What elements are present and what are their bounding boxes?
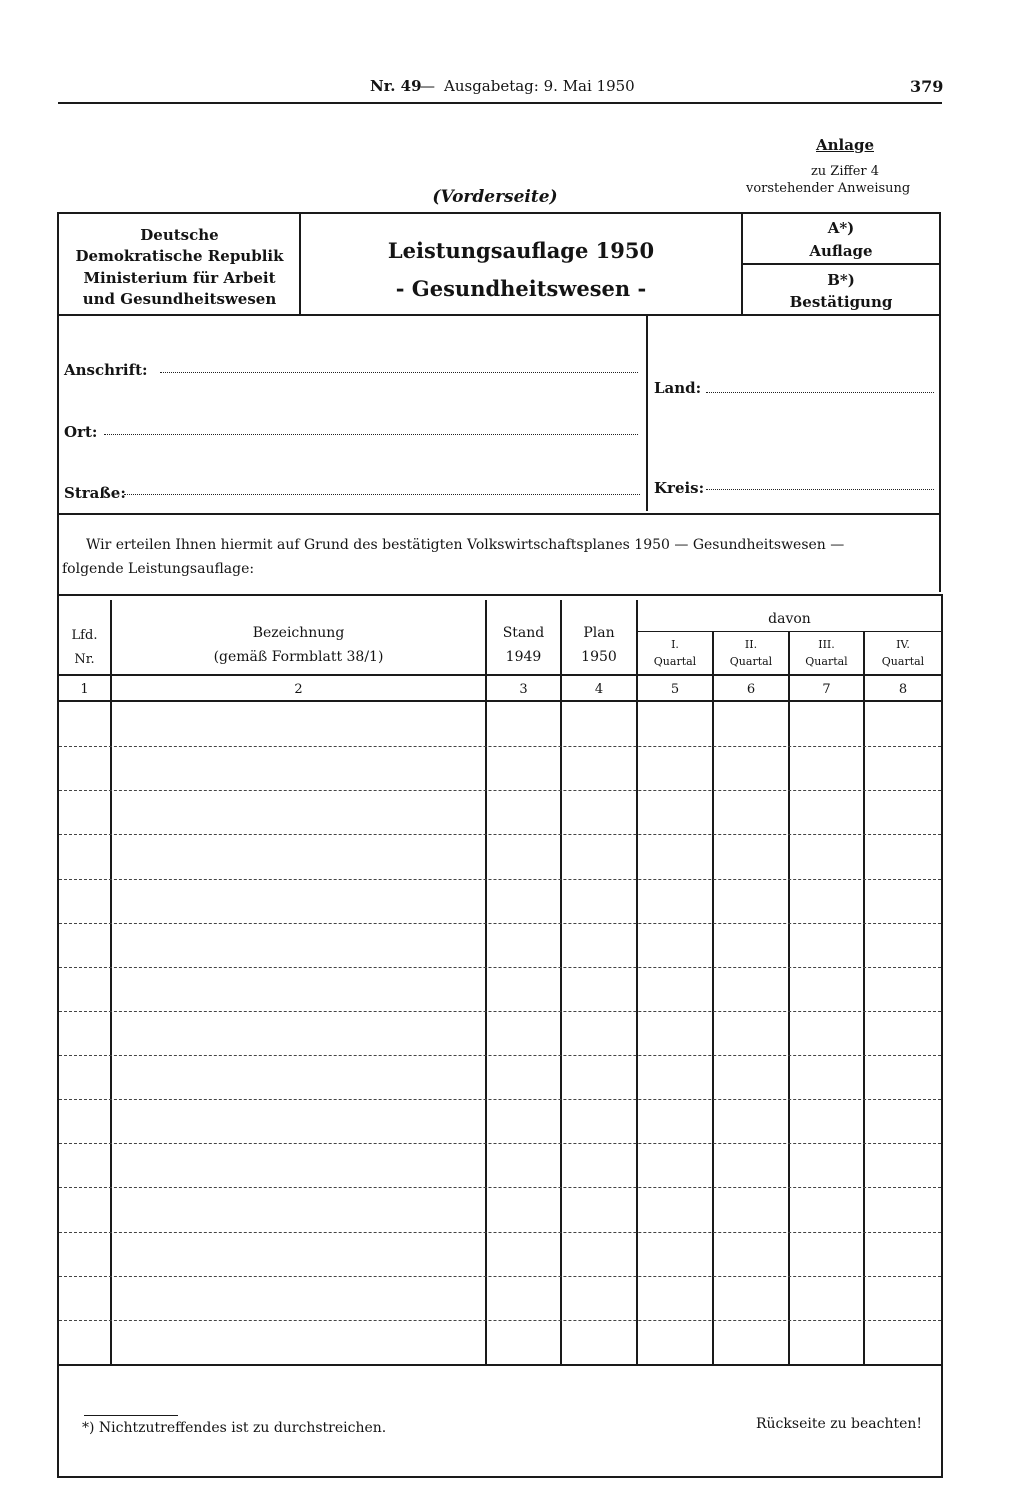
strasse-label: Straße: — [64, 484, 126, 502]
table-row[interactable] — [59, 923, 941, 924]
col-number: 3 — [519, 682, 528, 697]
intro-line-2: folgende Leistungsauflage: — [62, 561, 255, 577]
anschrift-label: Anschrift: — [64, 361, 148, 379]
type-b-label: Bestätigung — [789, 293, 893, 311]
ort-label: Ort: — [64, 423, 98, 441]
page-bottom — [57, 1476, 943, 1478]
col-line-3 — [560, 600, 562, 1366]
q3-label: Quartal — [805, 655, 848, 668]
col-number: 6 — [746, 682, 756, 697]
col-line-1 — [110, 600, 112, 1366]
footer-note: Rückseite zu beachten! — [756, 1416, 923, 1432]
table-row[interactable] — [59, 834, 941, 835]
side-label: (Vorderseite) — [432, 187, 558, 207]
col-number: 7 — [822, 682, 831, 697]
number-row-bottom — [59, 700, 941, 702]
table-row[interactable] — [59, 1143, 941, 1144]
annex-line-1: zu Ziffer 4 — [810, 164, 880, 179]
header-dash: — — [420, 77, 435, 95]
table-row[interactable] — [59, 1187, 941, 1188]
table-right — [941, 594, 943, 1478]
type-b-marker: B*) — [827, 271, 855, 289]
header-row-bottom — [59, 674, 941, 676]
footnote-rule — [84, 1415, 178, 1416]
table-row[interactable] — [59, 1232, 941, 1233]
authority-line-1: Deutsche — [140, 226, 219, 244]
table-row[interactable] — [59, 1055, 941, 1056]
type-divider — [743, 263, 939, 265]
col-bezeichnung-sub: (gemäß Formblatt 38/1) — [213, 649, 384, 665]
table-row[interactable] — [59, 1320, 941, 1321]
col-plan-label: Plan — [583, 625, 615, 641]
land-label: Land: — [654, 379, 702, 397]
q2-number: II. — [744, 638, 758, 651]
q4-label: Quartal — [881, 655, 925, 668]
col-line-5 — [712, 632, 714, 1366]
box-top — [57, 212, 941, 214]
table-row[interactable] — [59, 967, 941, 968]
col-stand-label: Stand — [502, 625, 545, 641]
col-line-4 — [636, 600, 638, 1366]
type-a-marker: A*) — [827, 219, 855, 237]
col-line-2 — [485, 600, 487, 1366]
annex-line-2: vorstehender Anweisung — [746, 181, 911, 196]
intro-line-1: Wir erteilen Ihnen hiermit auf Grund des bestätigten Volkswirtschaftsplanes 1950 — Gesundheitswesen — — [86, 537, 845, 553]
strasse-field[interactable] — [124, 494, 640, 495]
address-bottom — [57, 513, 941, 515]
issue-date: Ausgabetag: 9. Mai 1950 — [444, 77, 635, 95]
kreis-field[interactable] — [706, 489, 934, 490]
col-number: 4 — [594, 682, 604, 697]
land-field[interactable] — [706, 392, 934, 393]
col-lfd-label-2: Nr. — [74, 652, 95, 667]
table-row[interactable] — [59, 746, 941, 747]
ort-field[interactable] — [104, 434, 638, 435]
header-rule — [58, 102, 942, 104]
authority-line-3: Ministerium für Arbeit — [83, 269, 276, 287]
table-top — [57, 594, 943, 596]
header-box-bottom — [57, 314, 941, 316]
col-bezeichnung-label: Bezeichnung — [252, 625, 345, 641]
annex-title: Anlage — [816, 136, 874, 154]
table-row[interactable] — [59, 790, 941, 791]
table-row[interactable] — [59, 1099, 941, 1100]
kreis-label: Kreis: — [654, 479, 705, 497]
col-plan-year: 1950 — [581, 649, 617, 665]
table-row[interactable] — [59, 1011, 941, 1012]
col-number: 1 — [80, 682, 89, 697]
footnote: *) Nichtzutreffendes ist zu durchstreichen. — [82, 1420, 387, 1436]
col-number: 2 — [294, 682, 303, 697]
q3-number: III. — [818, 638, 835, 651]
col-number: 5 — [670, 682, 680, 697]
col-number: 8 — [898, 682, 908, 697]
issue-number: Nr. 49 — [370, 77, 422, 95]
authority-line-4: und Gesundheitswesen — [82, 290, 277, 308]
table-bottom — [59, 1364, 943, 1366]
anschrift-field[interactable] — [160, 372, 638, 373]
davon-rule — [638, 631, 941, 632]
q1-label: Quartal — [653, 655, 697, 668]
col-line-7 — [863, 632, 865, 1366]
table-row[interactable] — [59, 1276, 941, 1277]
box-right — [939, 212, 941, 592]
page-number: 379 — [910, 77, 944, 96]
q1-number: I. — [671, 638, 679, 651]
q2-label: Quartal — [729, 655, 773, 668]
authority-line-2: Demokratische Republik — [75, 247, 284, 265]
col-lfd-label-1: Lfd. — [71, 628, 98, 643]
form-subtitle: - Gesundheitswesen - — [395, 276, 647, 301]
col-stand-year: 1949 — [505, 649, 542, 665]
q4-number: IV. — [896, 638, 910, 651]
col-line-6 — [788, 632, 790, 1366]
form-title: Leistungsauflage 1950 — [387, 238, 655, 263]
address-divider — [646, 316, 648, 511]
type-a-label: Auflage — [809, 242, 873, 260]
table-row[interactable] — [59, 879, 941, 880]
box-left — [57, 212, 59, 1478]
davon-label: davon — [768, 611, 811, 627]
